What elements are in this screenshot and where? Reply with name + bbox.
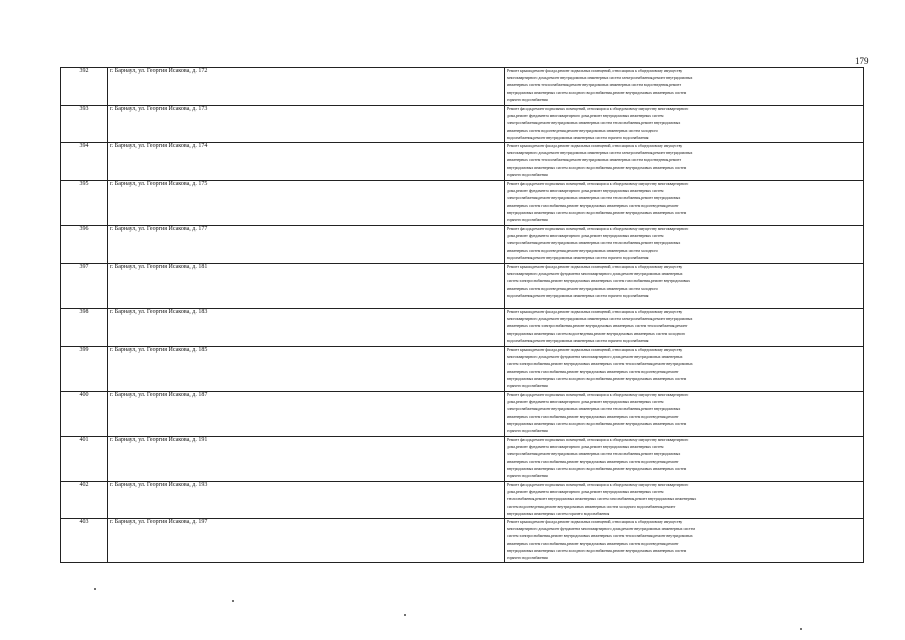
description-line: водоснабжения,ремонт внутридомовых инженерных систем горячего водоснабжения [507, 293, 649, 298]
description-line: внутридомовых инженерных систем холодного водоснабжения,ремонт внутридомовых инженерных систем [507, 421, 687, 426]
description-line: инженерных систем газоснабжения,ремонт внутридомовых инженерных систем водоотведения,ремонт [507, 203, 679, 208]
description-line: горячего водоснабжения [507, 172, 548, 177]
row-number: 396 [61, 226, 108, 264]
row-address: г. Барнаул, ул. Георгия Исакова, д. 172 [108, 68, 505, 106]
description-line: Ремонт крыши,ремонт фасада,ремонт подвальных помещений, относящихся к общедомовому имуществу [507, 69, 683, 73]
row-address: г. Барнаул, ул. Георгия Исакова, д. 193 [108, 482, 505, 519]
row-address: г. Барнаул, ул. Георгия Исакова, д. 197 [108, 519, 505, 563]
table-row [61, 106, 864, 143]
description-line: Ремонт крыши,ремонт фасада,ремонт подвальных помещений, относящихся к общедомовому имуществу [507, 144, 683, 149]
description-line: внутридомовых инженерных систем холодного водоснабжения,ремонт внутридомовых инженерных систем [507, 210, 687, 215]
description-line: горячего водоснабжения [507, 474, 548, 479]
description-line: внутридомовых инженерных систем водоотведения,ремонт внутридомовых инженерных систем холодного [507, 331, 686, 336]
description-line: многоквартирного дома,ремонт внутридомовых инженерных систем электроснабжения,ремонт внутридомовых [507, 317, 693, 322]
row-address: г. Барнаул, ул. Георгия Исакова, д. 185 [108, 347, 505, 392]
description-line: электроснабжения,ремонт внутридомовых инженерных систем теплоснабжения,ремонт внутридомовых [507, 407, 681, 412]
row-description [505, 68, 864, 106]
description-line: Ремонт крыши,ремонт фасада,ремонт подвальных помещений, относящихся к общедомовому имуществу [507, 348, 683, 353]
repair-table [60, 67, 864, 563]
row-description [505, 143, 864, 181]
description-line: теплоснабжения,ремонт внутридомовых инженерных систем газоснабжения,ремонт внутридомовых инженерных [507, 497, 697, 502]
description-line: электроснабжения,ремонт внутридомовых инженерных систем теплоснабжения,ремонт внутридомовых [507, 196, 681, 201]
row-address: г. Барнаул, ул. Георгия Исакова, д. 175 [108, 181, 505, 226]
description-line: внутридомовых инженерных систем холодного водоснабжения,ремонт внутридомовых инженерных систем [507, 466, 687, 471]
description-line: инженерных систем теплоснабжения,ремонт внутридомовых инженерных систем водоотведения,ремонт [507, 158, 682, 163]
page-number: 179 [855, 56, 869, 66]
row-address: г. Барнаул, ул. Георгия Исакова, д. 183 [108, 309, 505, 347]
description-line: Ремонт крыши,ремонт фасада,ремонт подвальных помещений, относящихся к общедомовому имуществу [507, 520, 683, 525]
description-line: водоснабжения,ремонт внутридомовых инженерных систем горячего водоснабжения [507, 135, 649, 140]
row-description [505, 309, 864, 347]
row-number: 398 [61, 309, 108, 347]
row-number: 394 [61, 143, 108, 181]
description-line: инженерных систем водоотведения,ремонт внутридомовых инженерных систем холодного [507, 128, 658, 133]
row-address: г. Барнаул, ул. Георгия Исакова, д. 191 [108, 437, 505, 482]
description-line: дома,ремонт фундамента многоквартирного дома,ремонт внутридомовых инженерных систем [507, 189, 664, 194]
row-address: г. Барнаул, ул. Георгия Исакова, д. 181 [108, 264, 505, 309]
description-line: инженерных систем газоснабжения,ремонт внутридомовых инженерных систем водоотведения,ремонт [507, 369, 679, 374]
scan-speck [232, 600, 234, 602]
description-line: электроснабжения,ремонт внутридомовых инженерных систем теплоснабжения,ремонт внутридомовых [507, 241, 681, 246]
description-line: водоснабжения,ремонт внутридомовых инженерных систем горячего водоснабжения [507, 255, 649, 260]
row-address: г. Барнаул, ул. Георгия Исакова, д. 187 [108, 392, 505, 437]
table-row [61, 392, 864, 437]
description-line: дома,ремонт фундамента многоквартирного дома,ремонт внутридомовых инженерных систем [507, 400, 664, 405]
row-description [505, 519, 864, 563]
scan-speck [404, 614, 406, 616]
description-line: инженерных систем водоотведения,ремонт внутридомовых инженерных систем холодного [507, 286, 658, 291]
description-line: систем электроснабжения,ремонт внутридомовых инженерных систем теплоснабжения,ремонт внутридомовых [507, 362, 693, 367]
row-address: г. Барнаул, ул. Георгия Исакова, д. 177 [108, 226, 505, 264]
description-line: многоквартирного дома,ремонт внутридомовых инженерных систем электроснабжения,ремонт внутридомовых [507, 151, 693, 156]
table-row [61, 309, 864, 347]
description-line: Ремонт крыши,ремонт фасада,ремонт подвальных помещений, относящихся к общедомовому имуществу [507, 265, 683, 270]
scan-speck [800, 628, 802, 630]
row-description [505, 437, 864, 482]
description-line: внутридомовых инженерных систем холодного водоснабжения,ремонт внутридомовых инженерных систем [507, 165, 687, 170]
row-number: 395 [61, 181, 108, 226]
row-number: 400 [61, 392, 108, 437]
description-line: электроснабжения,ремонт внутридомовых инженерных систем теплоснабжения,ремонт внутридомовых [507, 452, 681, 457]
description-line: электроснабжения,ремонт внутридомовых инженерных систем теплоснабжения,ремонт внутридомовых [507, 121, 681, 126]
description-line: систем электроснабжения,ремонт внутридомовых инженерных систем теплоснабжения,ремонт внутридомовых [507, 534, 693, 539]
description-line: дома,ремонт фундамента многоквартирного дома,ремонт внутридомовых инженерных систем [507, 234, 664, 239]
description-line: Ремонт фасада,ремонт подвальных помещений, относящихся к общедомовому имуществу многоквартирного [507, 182, 689, 187]
description-line: горячего водоснабжения [507, 97, 548, 102]
description-line: внутридомовых инженерных систем горячего водоснабжения [507, 511, 610, 516]
description-line: многоквартирного дома,ремонт фундамента многоквартирного дома,ремонт внутридомовых инженерных [507, 355, 683, 360]
row-description [505, 181, 864, 226]
description-line: систем электроснабжения,ремонт внутридомовых инженерных систем газоснабжения,ремонт внутридомовых [507, 279, 691, 284]
row-number: 402 [61, 482, 108, 519]
table-row [61, 226, 864, 264]
description-line: Ремонт крыши,ремонт фасада,ремонт подвальных помещений, относящихся к общедомовому имуществу [507, 310, 683, 315]
table-row [61, 519, 864, 563]
description-line: горячего водоснабжения [507, 384, 548, 389]
row-number: 392 [61, 68, 108, 106]
description-line: внутридомовых инженерных систем холодного водоснабжения,ремонт внутридомовых инженерных систем [507, 376, 687, 381]
row-address: г. Барнаул, ул. Георгия Исакова, д. 174 [108, 143, 505, 181]
description-line: Ремонт фасада,ремонт подвальных помещений, относящихся к общедомовому имуществу многоквартирного [507, 483, 689, 488]
description-line: дома,ремонт фундамента многоквартирного дома,ремонт внутридомовых инженерных систем [507, 114, 664, 119]
table-row [61, 437, 864, 482]
description-line: многоквартирного дома,ремонт фундамента многоквартирного дома,ремонт внутридомовых инженерных систем [507, 527, 695, 532]
table-row [61, 68, 864, 106]
row-description [505, 264, 864, 309]
row-description [505, 106, 864, 143]
table-row [61, 264, 864, 309]
description-line: систем водоотведения,ремонт внутридомовых инженерных систем холодного водоснабжения,ремонт [507, 504, 676, 509]
row-address: г. Барнаул, ул. Георгия Исакова, д. 173 [108, 106, 505, 143]
description-line: инженерных систем теплоснабжения,ремонт внутридомовых инженерных систем водоотведения,ремонт [507, 83, 682, 88]
description-line: внутридомовых инженерных систем холодного водоснабжения,ремонт внутридомовых инженерных систем [507, 90, 687, 95]
description-line: инженерных систем газоснабжения,ремонт внутридомовых инженерных систем водоотведения,ремонт [507, 414, 679, 419]
scan-speck [94, 588, 96, 590]
description-line: горячего водоснабжения [507, 429, 548, 434]
row-number: 399 [61, 347, 108, 392]
description-line: водоснабжения,ремонт внутридомовых инженерных систем горячего водоснабжения [507, 338, 649, 343]
row-number: 397 [61, 264, 108, 309]
row-description [505, 482, 864, 519]
description-line: инженерных систем газоснабжения,ремонт внутридомовых инженерных систем водоотведения,ремонт [507, 459, 679, 464]
row-number: 403 [61, 519, 108, 563]
table-row [61, 181, 864, 226]
description-line: инженерных систем газоснабжения,ремонт внутридомовых инженерных систем водоотведения,ремонт [507, 541, 679, 546]
description-line: инженерных систем электроснабжения,ремонт внутридомовых инженерных систем теплоснабжения,ремонт [507, 324, 688, 329]
description-line: дома,ремонт фундамента многоквартирного дома,ремонт внутридомовых инженерных систем [507, 490, 664, 495]
table-row [61, 347, 864, 392]
row-description [505, 392, 864, 437]
description-line: Ремонт фасада,ремонт подвальных помещений, относящихся к общедомовому имуществу многоквартирного [507, 107, 689, 111]
description-line: дома,ремонт фундамента многоквартирного дома,ремонт внутридомовых инженерных систем [507, 445, 664, 450]
description-line: инженерных систем водоотведения,ремонт внутридомовых инженерных систем холодного [507, 248, 658, 253]
description-line: Ремонт фасада,ремонт подвальных помещений, относящихся к общедомовому имуществу многоквартирного [507, 438, 689, 443]
description-line: внутридомовых инженерных систем холодного водоснабжения,ремонт внутридомовых инженерных систем [507, 548, 687, 553]
description-line: Ремонт фасада,ремонт подвальных помещений, относящихся к общедомовому имуществу многоквартирного [507, 227, 689, 232]
table-row [61, 482, 864, 519]
row-number: 401 [61, 437, 108, 482]
row-description [505, 347, 864, 392]
table-row [61, 143, 864, 181]
description-line: многоквартирного дома,ремонт фундамента многоквартирного дома,ремонт внутридомовых инженерных [507, 272, 683, 277]
description-line: многоквартирного дома,ремонт внутридомовых инженерных систем электроснабжения,ремонт внутридомовых [507, 76, 693, 81]
row-number: 393 [61, 106, 108, 143]
row-description [505, 226, 864, 264]
description-line: горячего водоснабжения [507, 556, 548, 561]
description-line: горячего водоснабжения [507, 218, 548, 223]
description-line: Ремонт фасада,ремонт подвальных помещений, относящихся к общедомовому имуществу многоквартирного [507, 393, 689, 398]
